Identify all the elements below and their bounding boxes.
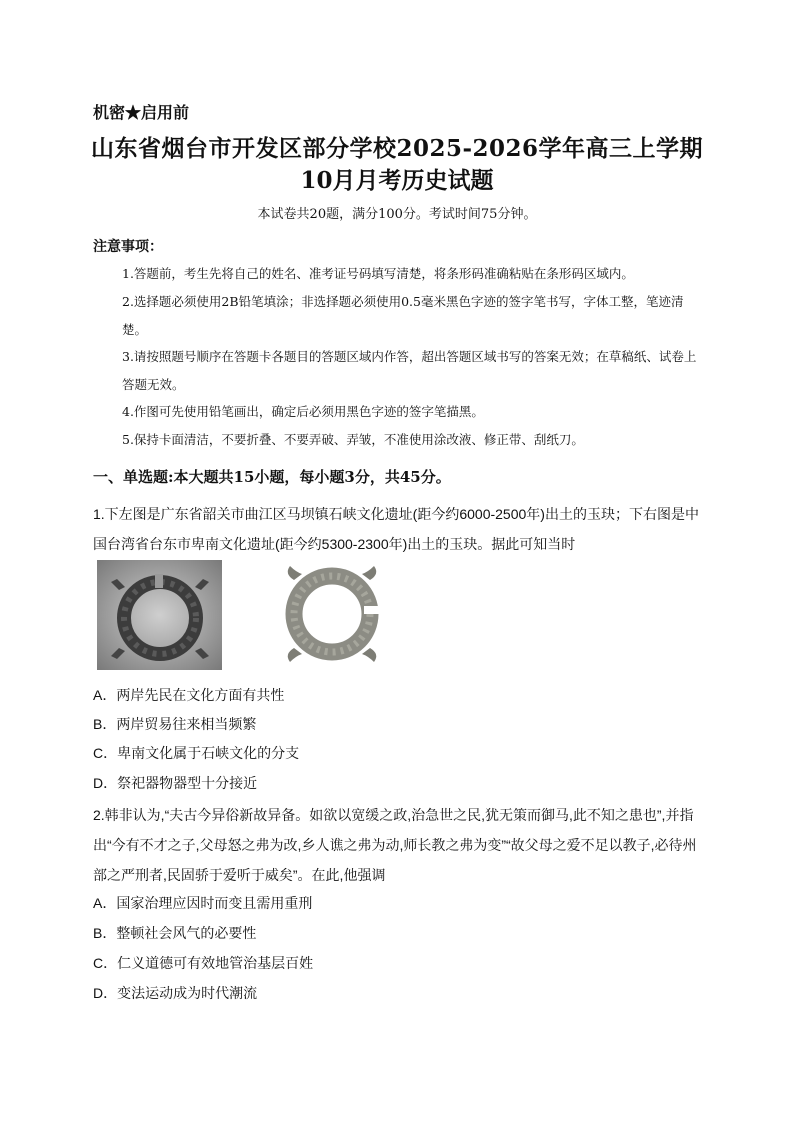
confidential-label: 机密★启用前 xyxy=(93,103,190,122)
question-1-option-b: B．两岸贸易往来相当频繁 xyxy=(93,716,257,732)
question-2-option-c: C．仁义道德可有效地管治基层百姓 xyxy=(93,955,314,971)
section-heading: 一、单选题:本大题共15小题，每小题3分，共45分。 xyxy=(93,468,451,486)
jade-jue-right-image xyxy=(272,558,392,670)
question-1-option-c: C．卑南文化属于石峡文化的分支 xyxy=(93,745,300,761)
question-2-option-d: D．变法运动成为时代潮流 xyxy=(93,985,258,1001)
notice-item-5: 5.保持卡面清洁，不要折叠、不要弄破、弄皱，不准使用涂改液、修正带、刮纸刀。 xyxy=(122,432,584,447)
question-2-stem: 2.韩非认为,“夫古今异俗新故异备。如欲以宽缓之政,治急世之民,犹无策而御马,此不知之患也”,并指出“今有不才之子,父母怒之弗为改,乡人谯之弗为动,师长教之弗为变”“故父母之爱不足以教子,必待州部之严刑者,民固骄于爱听于威矣”。在此,他强调 xyxy=(93,807,697,883)
exam-title-line1: 山东省烟台市开发区部分学校2025-2026学年高三上学期 xyxy=(90,135,704,162)
question-1-option-d: D．祭祀器物器型十分接近 xyxy=(93,775,258,791)
question-1-option-a: A．两岸先民在文化方面有共性 xyxy=(93,687,285,703)
jade-jue-beinan-photo xyxy=(272,558,392,670)
question-2-option-b: B．整顿社会风气的必要性 xyxy=(93,925,257,941)
exam-title-line2: 10月月考历史试题 xyxy=(300,167,494,194)
notice-item-3: 3.请按照题号顺序在答题卡各题目的答题区域内作答，超出答题区域书写的答案无效；在草稿纸、试卷上答题无效。 xyxy=(122,349,697,392)
exam-info: 本试卷共20题，满分100分。考试时间75分钟。 xyxy=(257,207,537,222)
question-1-stem: 1.下左图是广东省韶关市曲江区马坝镇石峡文化遗址(距今约6000-2500年)出土的玉玦；下右图是中国台湾省台东市卑南文化遗址(距今约5300-2300年)出土的玉玦。据此可知当时 xyxy=(93,506,699,552)
jade-jue-shixia-photo xyxy=(97,560,222,670)
jade-jue-left-image xyxy=(97,560,222,670)
notice-item-2: 2.选择题必须使用2B铅笔填涂；非选择题必须使用0.5毫米黑色字迹的签字笔书写，字体工整，笔迹清楚。 xyxy=(122,294,684,337)
notice-item-1: 1.答题前，考生先将自己的姓名、准考证号码填写清楚，将条形码准确粘贴在条形码区域内。 xyxy=(122,266,634,281)
notice-item-4: 4.作图可先使用铅笔画出，确定后必须用黑色字迹的签字笔描黑。 xyxy=(122,404,484,419)
question-2-option-a: A．国家治理应因时而变且需用重刑 xyxy=(93,895,313,911)
notice-heading: 注意事项： xyxy=(93,239,163,255)
